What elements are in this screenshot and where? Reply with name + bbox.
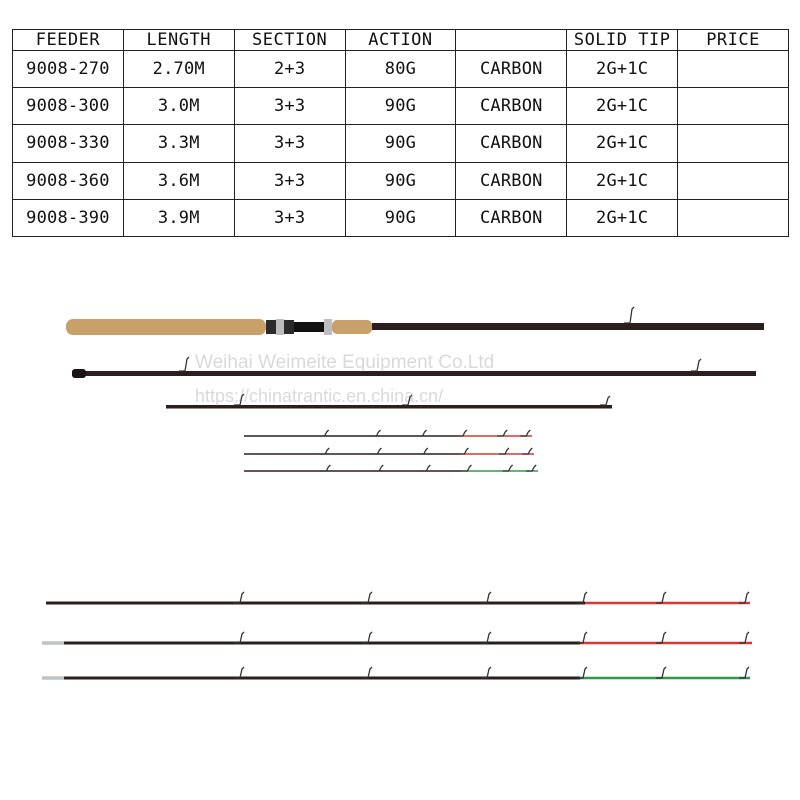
cell-length: 3.6M xyxy=(123,162,234,199)
section-ferrule xyxy=(72,369,86,378)
rod-guide xyxy=(481,592,491,603)
cell-length: 3.9M xyxy=(123,199,234,236)
rod-guide xyxy=(577,667,587,678)
header-action: ACTION xyxy=(345,30,456,51)
rod-guide xyxy=(624,307,634,323)
reel-seat-ring xyxy=(276,319,284,335)
rod-guide xyxy=(320,465,330,471)
rod-guide xyxy=(520,430,530,436)
cell-material: CARBON xyxy=(456,162,567,199)
cell-section: 3+3 xyxy=(234,125,345,162)
header-solid-tip: SOLID TIP xyxy=(567,30,678,51)
rod-guide xyxy=(503,465,513,471)
rod-guide xyxy=(497,430,507,436)
cell-action: 90G xyxy=(345,88,456,125)
watermark-company: Weihai Weimeite Equipment Co.Ltd xyxy=(195,352,495,373)
cell-length: 3.3M xyxy=(123,125,234,162)
rod-guide xyxy=(371,448,381,454)
cork-handle xyxy=(66,319,266,335)
cell-model: 9008-300 xyxy=(13,88,124,125)
header-price: PRICE xyxy=(678,30,789,51)
cell-solid-tip: 2G+1C xyxy=(567,162,678,199)
rod-guide xyxy=(522,448,532,454)
rod-guide xyxy=(362,592,372,603)
cell-action: 90G xyxy=(345,199,456,236)
rod-guide xyxy=(739,667,749,678)
rod-guide xyxy=(526,465,536,471)
rod-guide xyxy=(420,465,430,471)
rod-guide xyxy=(481,632,491,643)
rod-guide xyxy=(577,592,587,603)
rod-guide xyxy=(234,592,244,603)
rod-guide xyxy=(461,465,471,471)
header-feeder: FEEDER xyxy=(13,30,124,51)
fore-grip xyxy=(332,320,372,334)
rod-guide xyxy=(370,430,380,436)
header-length: LENGTH xyxy=(123,30,234,51)
cell-model: 9008-270 xyxy=(13,51,124,88)
rod-guide xyxy=(691,359,701,371)
cell-action: 90G xyxy=(345,125,456,162)
cell-solid-tip: 2G+1C xyxy=(567,199,678,236)
rod-guide xyxy=(179,357,189,371)
rod-guide xyxy=(600,396,610,405)
cell-length: 3.0M xyxy=(123,88,234,125)
cell-section: 3+3 xyxy=(234,199,345,236)
rod-guide xyxy=(234,632,244,643)
cell-material: CARBON xyxy=(456,88,567,125)
rod-guide xyxy=(739,592,749,603)
cell-solid-tip: 2G+1C xyxy=(567,125,678,162)
reel-seat-body xyxy=(294,322,324,332)
cell-section: 3+3 xyxy=(234,162,345,199)
butt-section xyxy=(372,323,764,330)
cell-material: CARBON xyxy=(456,125,567,162)
rod-guide xyxy=(656,632,666,643)
rod-guide xyxy=(739,632,749,643)
rod-guide xyxy=(577,632,587,643)
cell-action: 80G xyxy=(345,51,456,88)
cell-model: 9008-390 xyxy=(13,199,124,236)
rod-guide xyxy=(418,448,428,454)
rod-guide xyxy=(457,430,467,436)
cell-material: CARBON xyxy=(456,51,567,88)
header-section: SECTION xyxy=(234,30,345,51)
cell-section: 3+3 xyxy=(234,88,345,125)
cell-solid-tip: 2G+1C xyxy=(567,88,678,125)
rod-guide xyxy=(319,430,329,436)
cell-model: 9008-330 xyxy=(13,125,124,162)
rod-guide xyxy=(319,448,329,454)
rod-guide xyxy=(417,430,427,436)
cell-section: 2+3 xyxy=(234,51,345,88)
watermark-url: https://chinatrantic.en.china.cn/ xyxy=(195,386,444,406)
rod-guide xyxy=(656,667,666,678)
rod-guide xyxy=(362,667,372,678)
cell-solid-tip: 2G+1C xyxy=(567,51,678,88)
rod-guide xyxy=(481,667,491,678)
rod-guide xyxy=(234,667,244,678)
rod-guide xyxy=(499,448,509,454)
reel-seat-ring xyxy=(324,319,332,335)
cell-model: 9008-360 xyxy=(13,162,124,199)
rod-guide xyxy=(373,465,383,471)
rod-guide xyxy=(458,448,468,454)
cell-action: 90G xyxy=(345,162,456,199)
rod-guide xyxy=(656,592,666,603)
cell-material: CARBON xyxy=(456,199,567,236)
rod-guide xyxy=(362,632,372,643)
cell-length: 2.70M xyxy=(123,51,234,88)
